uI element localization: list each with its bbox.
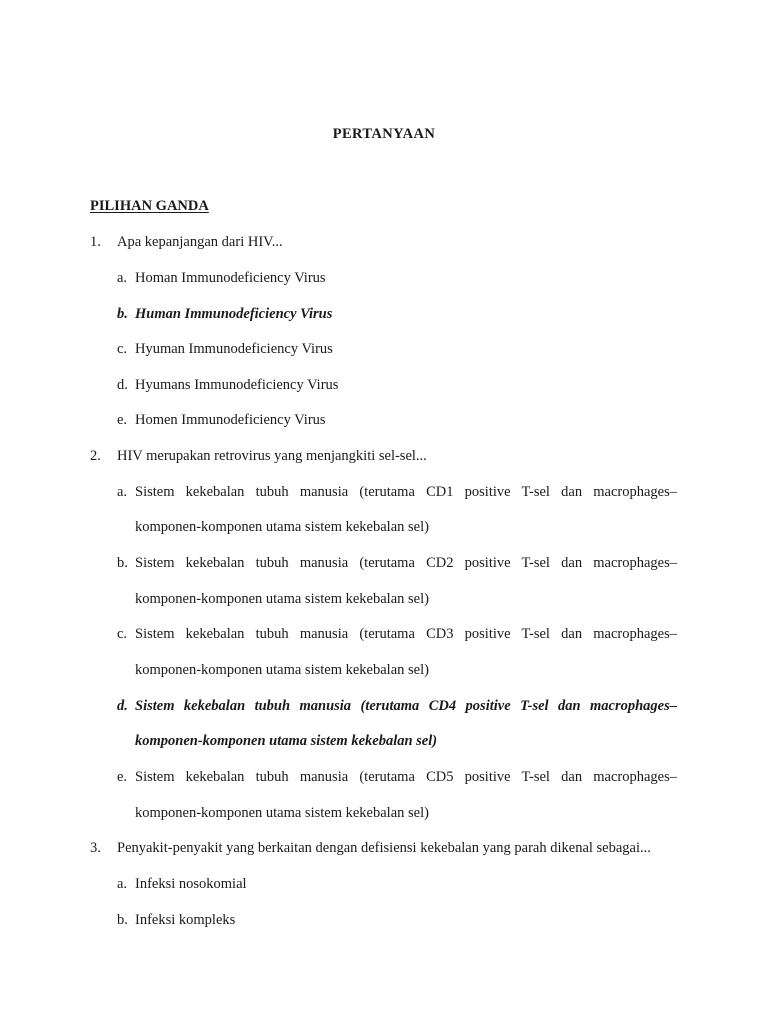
- option-text: Sistem kekebalan tubuh manusia (terutama CD3 positive T-sel dan macrophages–: [135, 626, 677, 642]
- option-letter: a.: [117, 270, 128, 286]
- question-text: HIV merupakan retrovirus yang menjangkiti sel-sel...: [117, 448, 427, 464]
- option-letter: c.: [117, 626, 128, 642]
- section-heading: PILIHAN GANDA: [90, 198, 209, 214]
- option-text: Hyumans Immunodeficiency Virus: [135, 377, 339, 393]
- option-text-continuation: komponen-komponen utama sistem kekebalan sel): [135, 662, 429, 678]
- option-text-continuation: komponen-komponen utama sistem kekebalan sel): [135, 805, 429, 821]
- option-letter: a.: [117, 876, 128, 892]
- page-title: PERTANYAAN: [332, 126, 436, 142]
- option-text: Sistem kekebalan tubuh manusia (terutama CD5 positive T-sel dan macrophages–: [135, 769, 677, 785]
- option-letter: d.: [117, 377, 128, 393]
- option-text: Homan Immunodeficiency Virus: [135, 270, 326, 286]
- option-text: Infeksi nosokomial: [135, 876, 247, 892]
- option-text: Homen Immunodeficiency Virus: [135, 412, 326, 428]
- option-letter: e.: [117, 769, 128, 785]
- option-letter: e.: [117, 412, 128, 428]
- option-text-correct: Sistem kekebalan tubuh manusia (terutama CD4 positive T-sel dan macrophages–: [135, 698, 677, 714]
- question-number: 3.: [90, 840, 101, 856]
- option-letter: a.: [117, 484, 128, 500]
- option-letter-correct: b.: [117, 306, 128, 322]
- option-text-continuation-correct: komponen-komponen utama sistem kekebalan sel): [135, 733, 438, 749]
- option-text: Sistem kekebalan tubuh manusia (terutama CD2 positive T-sel dan macrophages–: [135, 555, 677, 571]
- question-number: 1.: [90, 234, 101, 250]
- question-text: Apa kepanjangan dari HIV...: [117, 234, 283, 250]
- option-text-continuation: komponen-komponen utama sistem kekebalan sel): [135, 591, 429, 607]
- option-letter: b.: [117, 555, 128, 571]
- option-text-continuation: komponen-komponen utama sistem kekebalan sel): [135, 519, 429, 535]
- option-letter: b.: [117, 912, 128, 928]
- question-number: 2.: [90, 448, 101, 464]
- option-text: Infeksi kompleks: [135, 912, 236, 928]
- option-text-correct: Human Immunodeficiency Virus: [135, 306, 333, 322]
- question-text: Penyakit-penyakit yang berkaitan dengan defisiensi kekebalan yang parah dikenal sebagai...: [117, 840, 651, 856]
- option-text: Hyuman Immunodeficiency Virus: [135, 341, 333, 357]
- option-text: Sistem kekebalan tubuh manusia (terutama CD1 positive T-sel dan macrophages–: [135, 484, 677, 500]
- option-letter: c.: [117, 341, 128, 357]
- option-letter-correct: d.: [117, 698, 128, 714]
